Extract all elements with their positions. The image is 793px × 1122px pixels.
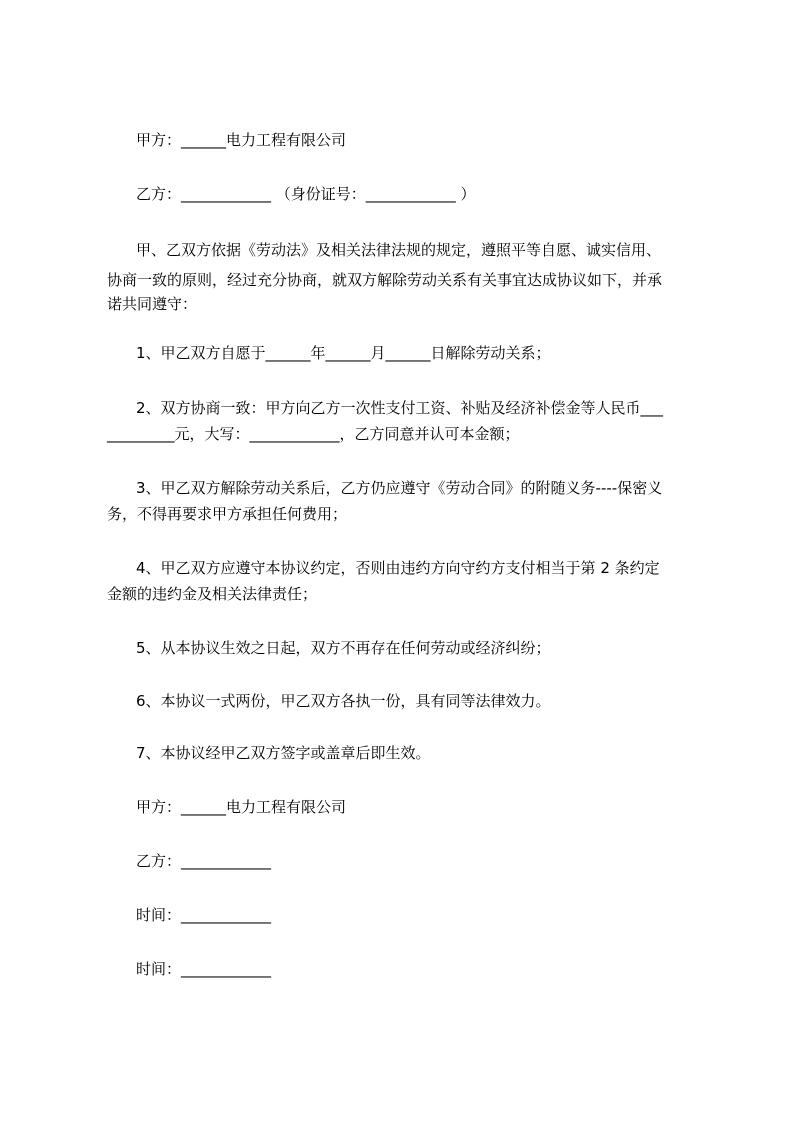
signature-time-1: 时间：____________ [136, 906, 272, 924]
clause-2-line-2: _________元，大写：____________，乙方同意并认可本金额； [107, 425, 520, 443]
clause-2-line-1: 2、双方协商一致：甲方向乙方一次性支付工资、补贴及经济补偿金等人民币___ [136, 399, 664, 417]
clause-4-line-1: 4、甲乙双方应遵守本协议约定，否则由违约方向守约方支付相当于第 2 条约定 [136, 559, 660, 577]
clause-5: 5、从本协议生效之日起，双方不再存在任何劳动或经济纠纷； [136, 639, 551, 657]
intro-line-1: 甲、乙双方依据《劳动法》及相关法律法规的规定，遵照平等自愿、诚实信用、 [136, 241, 662, 259]
signature-party-b: 乙方：____________ [136, 852, 272, 870]
signature-party-a: 甲方：______电力工程有限公司 [136, 798, 347, 816]
intro-line-3: 诺共同遵守： [107, 295, 198, 313]
header-party-a: 甲方：______电力工程有限公司 [136, 131, 347, 149]
header-party-b: 乙方：____________ （身份证号：____________ ） [136, 185, 476, 203]
clause-3-line-1: 3、甲乙双方解除劳动关系后，乙方仍应遵守《劳动合同》的附随义务----保密义 [136, 479, 663, 497]
clause-6: 6、本协议一式两份，甲乙双方各执一份，具有同等法律效力。 [136, 692, 551, 710]
intro-line-2: 协商一致的原则，经过充分协商，就双方解除劳动关系有关事宜达成协议如下，并承 [107, 271, 663, 289]
signature-time-2: 时间：____________ [136, 960, 272, 978]
clause-4-line-2: 金额的违约金及相关法律责任； [107, 585, 318, 603]
clause-3-line-2: 务，不得再要求甲方承担任何费用； [107, 505, 348, 523]
clause-1: 1、甲乙双方自愿于______年______月______日解除劳动关系； [136, 344, 551, 362]
clause-7: 7、本协议经甲乙双方签字或盖章后即生效。 [136, 744, 431, 762]
